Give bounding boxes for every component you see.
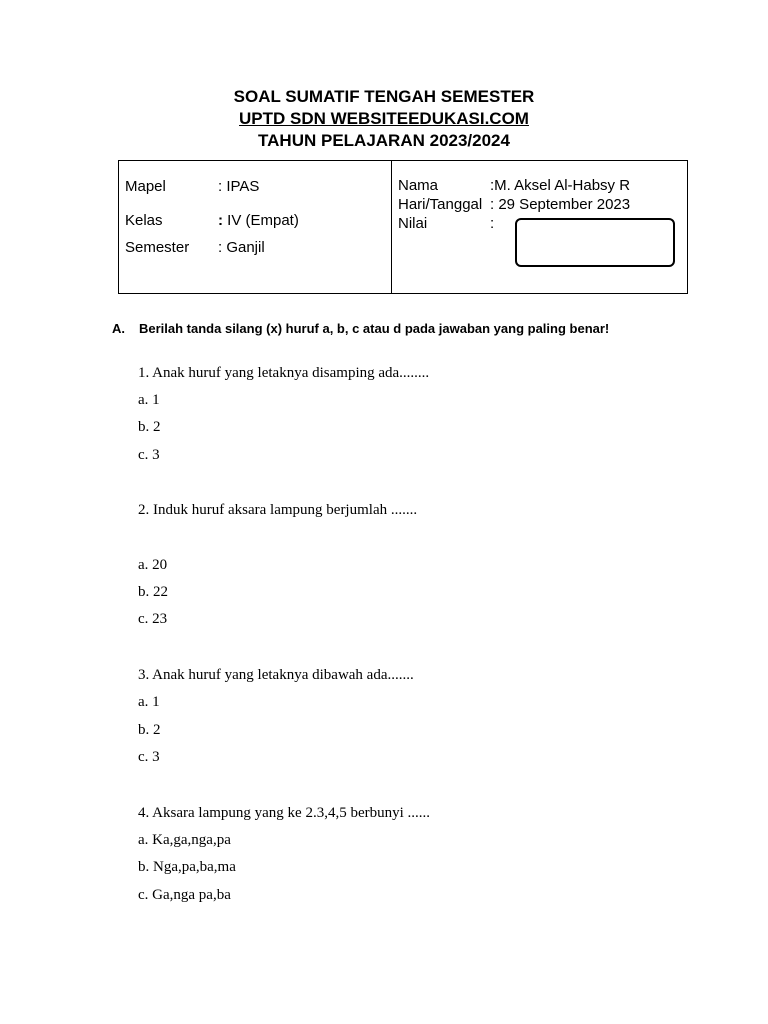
instruction-text: Berilah tanda silang (x) huruf a, b, c atau d pada jawaban yang paling benar! xyxy=(139,321,610,336)
answer-option: c. 3 xyxy=(138,749,160,765)
answer-option: a. 1 xyxy=(138,694,160,710)
question-text: 4. Aksara lampung yang ke 2.3,4,5 berbunyi ...... xyxy=(138,805,431,821)
school-name-text: UPTD SDN WEBSITEEDUKASI.COM xyxy=(239,109,529,128)
school-name xyxy=(0,108,768,130)
kelas-value: IV (Empat) xyxy=(223,212,299,229)
info-divider xyxy=(391,161,392,293)
nilai-colon: : xyxy=(490,215,495,232)
tanggal-value: : 29 September 2023 xyxy=(490,196,631,213)
semester-label: Semester xyxy=(125,239,190,256)
answer-option: c. Ga,nga pa,ba xyxy=(138,887,231,903)
answer-option: a. 20 xyxy=(138,557,168,573)
score-box xyxy=(515,218,675,267)
kelas-value-wrap xyxy=(218,212,299,230)
answer-option: c. 23 xyxy=(138,611,168,627)
nama-value: :M. Aksel Al-Habsy R xyxy=(490,177,631,194)
student-info-box xyxy=(118,160,688,294)
answer-option: b. 22 xyxy=(138,584,168,600)
academic-year: TAHUN PELAJARAN 2023/2024 xyxy=(258,131,510,150)
tanggal-label: Hari/Tanggal xyxy=(398,196,483,213)
answer-option: a. 1 xyxy=(138,392,160,408)
nama-row xyxy=(398,176,630,195)
answer-option: c. 3 xyxy=(138,447,160,463)
nilai-row xyxy=(398,214,494,233)
question-text: 2. Induk huruf aksara lampung berjumlah ....... xyxy=(138,502,418,518)
kelas-colon: : xyxy=(218,212,223,229)
answer-option: a. Ka,ga,nga,pa xyxy=(138,832,231,848)
kelas-label: Kelas xyxy=(125,212,163,229)
question-text: 3. Anak huruf yang letaknya dibawah ada....... xyxy=(138,667,414,683)
section-letter: A. xyxy=(112,321,125,336)
nama-label: Nama xyxy=(398,177,439,194)
semester-value: : Ganjil xyxy=(218,239,265,256)
answer-option: b. 2 xyxy=(138,419,161,435)
mapel-label: Mapel xyxy=(125,178,166,195)
mapel-value: : IPAS xyxy=(218,178,260,195)
nilai-label: Nilai xyxy=(398,215,428,232)
tanggal-row xyxy=(398,195,630,214)
answer-option: b. Nga,pa,ba,ma xyxy=(138,859,236,875)
document-header xyxy=(0,86,768,152)
question-text: 1. Anak huruf yang letaknya disamping ada........ xyxy=(138,365,430,381)
exam-title: SOAL SUMATIF TENGAH SEMESTER xyxy=(233,87,535,106)
answer-option: b. 2 xyxy=(138,722,161,738)
